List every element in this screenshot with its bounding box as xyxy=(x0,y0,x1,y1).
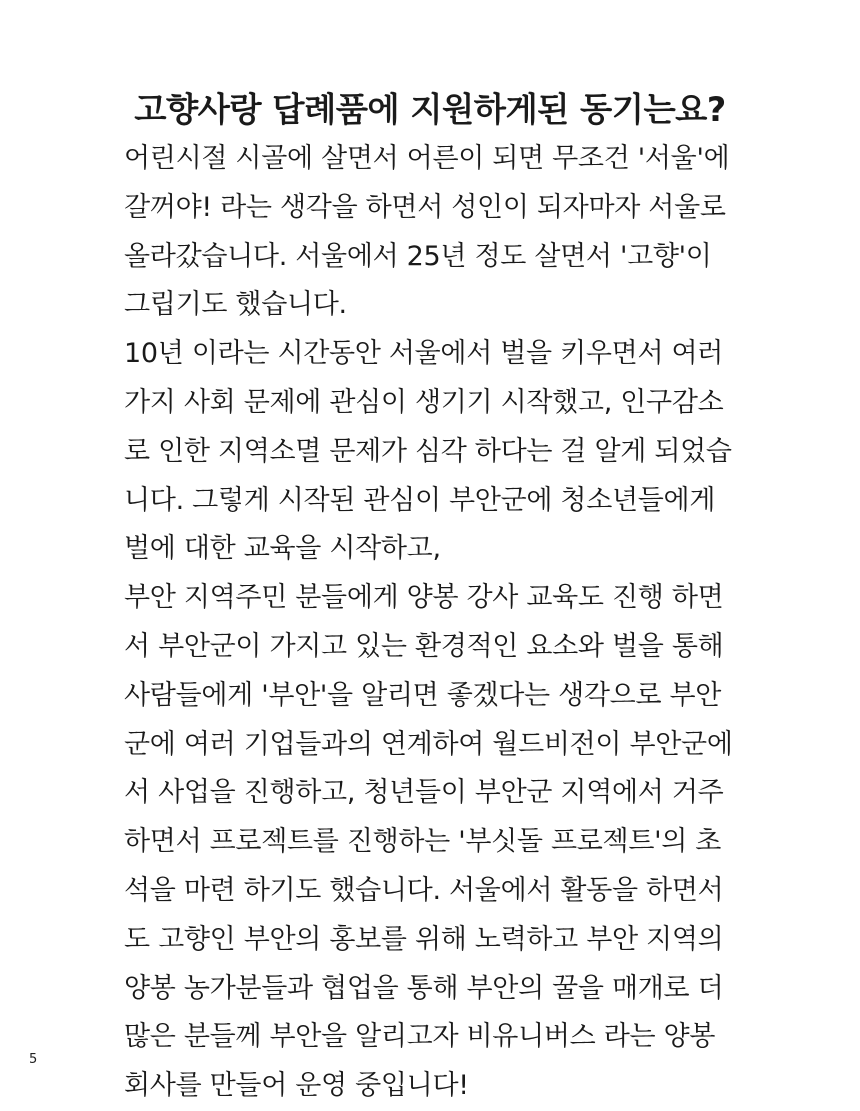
body-line: 부안 지역주민 분들에게 양봉 강사 교육도 진행 하면 xyxy=(124,582,724,614)
body-line: 많은 분들께 부안을 알리고자 비유니버스 라는 양봉 xyxy=(124,1021,716,1053)
body-line: 하면서 프로젝트를 진행하는 '부싯돌 프로젝트'의 초 xyxy=(124,826,722,858)
body-line: 10년 이라는 시간동안 서울에서 벌을 키우면서 여러 xyxy=(124,338,724,370)
body-line: 양봉 농가분들과 협업을 통해 부안의 꿀을 매개로 더 xyxy=(124,972,724,1004)
body-line: 군에 여러 기업들과의 연계하여 월드비전이 부안군에 xyxy=(124,728,733,760)
body-line: 서 부안군이 가지고 있는 환경적인 요소와 벌을 통해 xyxy=(124,630,724,662)
body-line: 로 인한 지역소멸 문제가 심각 하다는 걸 알게 되었습 xyxy=(124,435,732,467)
page-title: 고향사랑 답례품에 지원하게된 동기는요? xyxy=(134,90,726,130)
body-line: 올라갔습니다. 서울에서 25년 정도 살면서 '고향'이 xyxy=(124,240,712,272)
body-line: 갈꺼야! 라는 생각을 하면서 성인이 되자마자 서울로 xyxy=(124,191,726,223)
body-line: 어린시절 시골에 살면서 어른이 되면 무조건 '서울'에 xyxy=(124,143,730,174)
body-line: 벌에 대한 교육을 시작하고, xyxy=(124,533,441,565)
body-line: 니다. 그렇게 시작된 관심이 부안군에 청소년들에게 xyxy=(124,484,716,516)
body-line: 도 고향인 부안의 홍보를 위해 노력하고 부안 지역의 xyxy=(124,923,724,955)
page-number: 5 xyxy=(29,1052,38,1067)
body-line: 회사를 만들어 운영 중입니다! xyxy=(124,1070,469,1102)
body-text xyxy=(124,135,764,1111)
body-line: 석을 마련 하기도 했습니다. 서울에서 활동을 하면서 xyxy=(124,874,724,906)
body-line: 그립기도 했습니다. xyxy=(124,289,347,321)
body-line: 서 사업을 진행하고, 청년들이 부안군 지역에서 거주 xyxy=(124,777,724,809)
body-line: 가지 사회 문제에 관심이 생기기 시작했고, 인구감소 xyxy=(124,386,724,418)
body-line: 사람들에게 '부안'을 알리면 좋겠다는 생각으로 부안 xyxy=(124,679,722,711)
